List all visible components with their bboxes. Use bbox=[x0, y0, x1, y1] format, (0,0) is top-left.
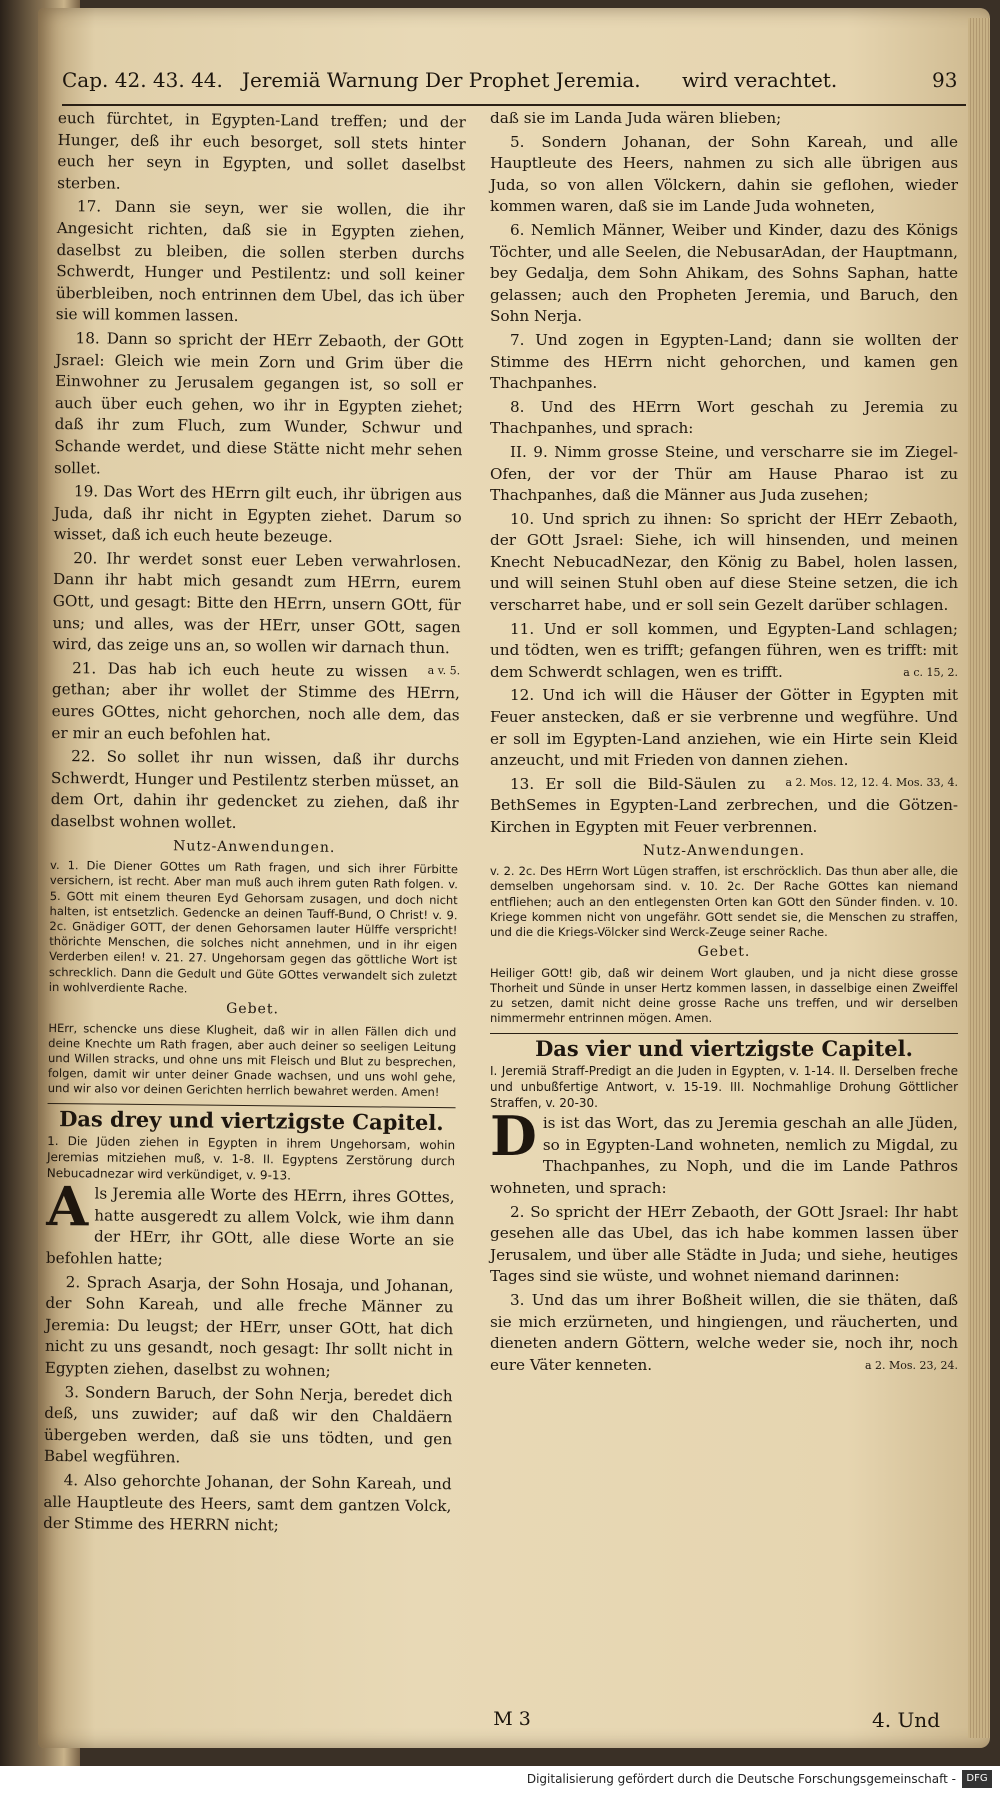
dfg-logo: DFG bbox=[962, 1770, 992, 1788]
cross-reference: a v. 5. bbox=[427, 663, 461, 678]
verse: 4. Also gehorchte Johanan, der Sohn Kareah, und alle Hauptleute des Heers, samt dem gantzen Volck, der Stimme des HERRN nicht; bbox=[43, 1471, 452, 1535]
cross-reference: a 2. Mos. 23, 24. bbox=[864, 1358, 958, 1372]
divider bbox=[490, 1033, 958, 1034]
chapter-summary: 1. Die Jüden ziehen in Egypten in ihrem Ungehorsam, wohin Jeremias mitziehen muß, v. 1-8. II. Egyptens Zerstörung durch Nebucadnezar wird verkündiget, v. 9-13. bbox=[46, 1134, 456, 1183]
chapter-title: Das drey und viertzigste Capitel. bbox=[59, 1105, 444, 1135]
verse: 7. Und zogen in Egypten-Land; dann sie wollten der Stimme des HErrn nicht gehorchen, und kamen gen Thachpanhes. bbox=[490, 330, 958, 393]
uses-heading: Nutz-Anwendungen. bbox=[173, 837, 336, 856]
catchword: 4. Und bbox=[872, 1708, 940, 1732]
running-header bbox=[62, 62, 966, 106]
verse: Dis ist das Wort, das zu Jeremia geschah an alle Jüden, so in Egypten-Land wohneten, nemlich zu Migdal, zu Thachpanhes, zu Noph, und die im Lande Pathros wohneten, und sprach: bbox=[490, 1104, 958, 1197]
verse-text: 20. Ihr werdet sonst euer Leben verwahrlosen. Dann ihr habt mich gesandt zum HErrn, eurem GOtt, und gesagt: Bitte den HErrn, unsern GOtt, für uns; und alles, was der HErr, unser GOtt, sagen wird, das zeige uns an, so wollen wir darnach thun. bbox=[52, 549, 462, 658]
page-fore-edge bbox=[968, 18, 990, 1738]
uses-heading: Nutz-Anwendungen. bbox=[642, 842, 806, 859]
verse: 19. Das Wort des HErrn gilt euch, ihr übrigen aus Juda, daß ihr nicht in Egypten ziehet. Darum so wisset, daß ich euch heute bezeuge. bbox=[53, 482, 463, 547]
cross-reference: a c. 15, 2. bbox=[903, 665, 958, 679]
header-title: Jeremiä Warnung Der Prophet Jeremia. bbox=[242, 68, 641, 92]
uses-text: v. 1. Die Diener GOttes um Rath fragen, und sich ihrer Fürbitte versichern, ist recht. Aber man muß auch ihrem guten Rath folgen. v. 5. GOtt mit einem theuren Eyd Gehorsam zusagen, und doch nicht halten, ist entsetzlich. Gedencke an deinen Tauff-Bund, O Christ! v. 9. 2c. Gnädiger GOTT, der denen Gehorsamen lauter Hülffe verspricht! thörichte Menschen, die solches nicht annehmen, und in ihr eigen Verderben eilen! v. 21. 27. Ungehorsam gegen das göttliche Wort ist schrecklich. Dann die Gedult und Güte GOttes verwandelt sich zuletzt in wohlverdiente Rache. bbox=[48, 858, 459, 996]
verse: 21. Das hab ich euch heute zu wissen gethan; aber ihr wollet der Stimme des HErrn, eures GOttes, nicht gehorchen, noch alle dem, das er mir an euch befohlen hat. bbox=[51, 659, 460, 744]
verse: 2. So spricht der HErr Zebaoth, der GOtt Jsrael: Ihr habt gesehen alle das Ubel, das ich habe kommen lassen über Jerusalem, und über alle Städte in Juda; und siehe, heutiges Tages sind sie wüste, und wohnet niemand darinnen: bbox=[490, 1202, 958, 1286]
verse: II. 9. Nimm grosse Steine, und verscharre sie im Ziegel-Ofen, der vor der Thür am Hause Pharao ist zu Thachpanhes, daß die Männer aus Juda zusehen; bbox=[490, 442, 958, 505]
signature-mark: M 3 bbox=[493, 1708, 531, 1730]
prayer-text: Heiliger GOtt! gib, daß wir deinem Wort glauben, und ja nicht diese grosse Thorheit und Sünde in unser Hertz kommen lassen, in dasselbige einen Zweiffel zu setzen, damit nicht deine grosse Rache uns treffen, und wir derselben nimmermehr entrinnen mögen. Amen. bbox=[490, 965, 958, 1026]
verse: Als Jeremia alle Worte des HErrn, ihres GOttes, hatte ausgeredt zu allem Volck, wie ihm dann der HErr, ihr GOtt, alle diese Worte an sie befohlen hatte; bbox=[45, 1174, 455, 1269]
verse-text: 3. Und das um ihrer Boßheit willen, die sie thäten, daß sie mich erzürneten, und hingiengen, und räucherten, und dieneten andern Göttern, welche weder sie, noch ihr, noch eure Väter kenneten. bbox=[490, 1290, 958, 1374]
prayer-heading: Gebet. bbox=[697, 944, 751, 961]
cross-reference: a 2. Mos. 12, 12. 4. Mos. 33, 4. bbox=[785, 775, 958, 789]
verse: 22. So sollet ihr nun wissen, daß ihr durchs Schwerdt, Hunger und Pestilentz sterben müsset, an dem Ort, dahin ihr gedencket zu ziehen, daß ihr daselbst wohnen wollet. bbox=[50, 747, 460, 832]
chapter-summary: I. Jeremiä Straff-Predigt an die Juden in Egypten, v. 1-14. II. Derselben freche und unbußfertige Antwort, v. 15-19. III. Nochmahlige Drohung Göttlicher Straffen, v. 20-30. bbox=[490, 1064, 958, 1111]
verse: 3. Sondern Baruch, der Sohn Nerja, beredet dich deß, uns zuwider; auf daß wir den Chaldäern übergeben werden, daß sie uns tödten, und gen Babel wegführen. bbox=[43, 1382, 453, 1467]
verse: 5. Sondern Johanan, der Sohn Kareah, und alle Hauptleute des Heers, nahmen zu sich alle übrigen aus Juda, so von allen Völckern, dahin sie geflohen, wieder kommen waren, daß sie im Lande Juda wohneten, bbox=[490, 132, 958, 216]
header-right-title: wird verachtet. bbox=[682, 68, 838, 92]
verse: 10. Und sprich zu ihnen: So spricht der HErr Zebaoth, der GOtt Jsrael: Siehe, ich will hinsenden, und meinen Knecht NebucadNezar, den König zu Babel, holen lassen, und will seinen Stuhl oben auf diese Steine setzen, die ich verscharret habe, und er soll sein Gezelt darüber schlagen. bbox=[490, 509, 958, 615]
verse: euch fürchtet, in Egypten-Land treffen; und der Hunger, deß ihr euch besorget, soll stets hinter euch her seyn in Egypten, und sollet daselbst sterben. bbox=[57, 108, 466, 193]
verse: 6. Nemlich Männer, Weiber und Kinder, dazu des Königs Töchter, und alle Seelen, die NebusarAdan, der Hauptmann, bey Gedalja, dem Sohn Ahikam, des Sohns Saphan, hatte gelassen; auch den Propheten Jeremia, und Baruch, den Sohn Nerja. bbox=[490, 220, 958, 326]
right-column bbox=[490, 108, 958, 1378]
verse-text: 11. Und er soll kommen, und Egypten-Land schlagen; und tödten, wen es trifft; gefangen führen, wen es trifft: mit dem Schwerdt schlagen, wen es trifft. bbox=[490, 619, 958, 681]
page-number: 93 bbox=[932, 68, 958, 92]
left-column bbox=[43, 108, 466, 1541]
verse bbox=[490, 685, 958, 789]
digitization-credit: Digitalisierung gefördert durch die Deutsche Forschungsgemeinschaft - bbox=[526, 1772, 956, 1786]
verse: 2. Sprach Asarja, der Sohn Hosaja, und Johanan, der Sohn Kareah, und alle freche Männer zu Jeremia: Du leugst; der HErr, unser GOtt, hat dich nicht zu uns gesandt, noch gesagt: Ihr sollt nicht in Egypten ziehen, daselbst zu wohnen; bbox=[44, 1272, 454, 1380]
uses-text: v. 2. 2c. Des HErrn Wort Lügen straffen, ist erschröcklich. Das thun aber alle, die demselben ungehorsam sind. v. 10. 2c. Der Rache GOttes kan niemand entfliehen; auch an den entlegensten Orten kan GOtt den Sünder finden. v. 10. Kriege kommen nicht von ungefähr. GOtt sendet sie, die Menschen zu straffen, und die die Kriegs-Völcker sind Werck-Zeuge seiner Rache. bbox=[490, 864, 958, 939]
verse: 13. Er soll die Bild-Säulen zu BethSemes in Egypten-Land zerbrechen, und die Götzen-Kirchen in Egypten mit Feuer verbrennen. bbox=[490, 774, 958, 836]
verse: 18. Dann so spricht der HErr Zebaoth, der GOtt Jsrael: Gleich wie mein Zorn und Grim über die Einwohner zu Jerusalem gegangen ist, so soll er auch über euch gehen, wo ihr in Egypten ziehet; daß ihr zum Fluch, zum Wunder, Schwur und Schande werdet, und diese Stätte nicht mehr sehen sollet. bbox=[54, 329, 464, 477]
verse: 17. Dann sie seyn, wer sie wollen, die ihr Angesicht richten, daß sie in Egypten ziehen, daselbst zu bleiben, die sollen sterben durchs Schwerdt, Hunger und Pestilentz: und soll keiner überbleiben, noch entrinnen dem Ubel, das ich über sie will kommen lassen. bbox=[55, 197, 466, 326]
verse bbox=[490, 619, 958, 684]
verse bbox=[52, 548, 462, 678]
prayer-heading: Gebet. bbox=[226, 1000, 280, 1018]
verse bbox=[490, 1290, 958, 1376]
chapter-title: Das vier und viertzigste Capitel. bbox=[535, 1035, 913, 1061]
chapter-reference: Cap. 42. 43. 44. bbox=[62, 68, 223, 92]
verse: 8. Und des HErrn Wort geschah zu Jeremia zu Thachpanhes, und sprach: bbox=[490, 397, 958, 438]
prayer-text: HErr, schencke uns diese Klugheit, daß wir in allen Fällen dich und deine Knechte um Rath fragen, aber auch deiner so seeligen Leitung und Willen stracks, und ohne uns mit Fleisch und Blut zu besprechen, folgen, damit wir unter deiner Gnade wachsen, und uns wohl gehe, und wir also vor deinen Gerichten herrlich bewahret werden. Amen! bbox=[47, 1020, 457, 1100]
verse: daß sie im Landa Juda wären blieben; bbox=[490, 109, 782, 127]
verse-text: 12. Und ich will die Häuser der Götter in Egypten mit Feuer anstecken, daß er sie verbrenne und wegführe. Und er soll im Egypten-Land anziehen, wie ein Hirte sein Kleid anzeucht, und mit Frieden von dannen ziehen. bbox=[490, 686, 958, 770]
